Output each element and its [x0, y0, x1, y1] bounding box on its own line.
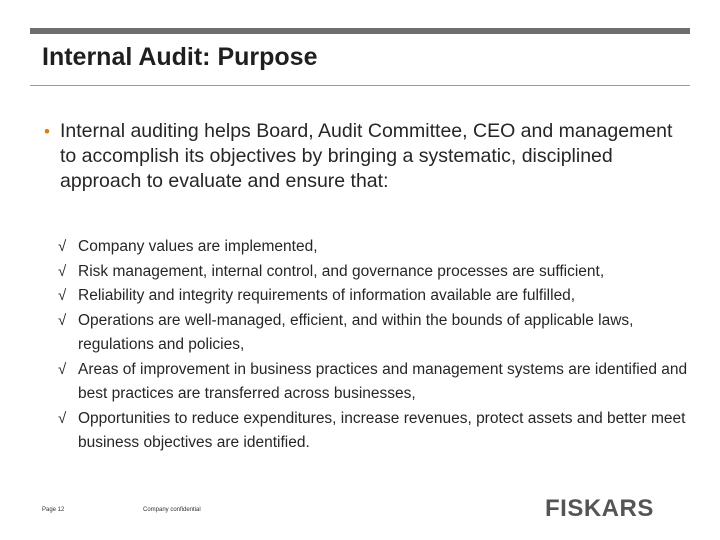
checkmark-icon: √ — [58, 311, 67, 329]
checkmark-icon: √ — [58, 360, 67, 378]
list-item — [58, 260, 708, 285]
page-number: Page 12 — [42, 507, 65, 513]
title-divider — [30, 85, 690, 86]
top-bar — [30, 28, 690, 34]
list-item — [58, 284, 708, 309]
sub-bullet-list — [58, 235, 708, 456]
list-item — [58, 235, 708, 260]
bullet-icon: • — [44, 122, 50, 141]
list-item-text: Risk management, internal control, and governance processes are sufficient, — [78, 262, 605, 280]
checkmark-icon: √ — [58, 409, 67, 427]
checkmark-icon: √ — [58, 262, 67, 280]
checkmark-icon: √ — [58, 287, 67, 304]
list-item — [58, 309, 708, 358]
list-item — [58, 407, 708, 456]
checkmark-icon: √ — [58, 238, 67, 255]
list-item — [58, 358, 708, 407]
main-bullet-text: Internal auditing helps Board, Audit Committee, CEO and management to accomplish its objectives by bringing a systematic, disciplined approach to evaluate and ensure that: — [60, 120, 673, 192]
list-item-text: Opportunities to reduce expenditures, increase revenues, protect assets and better meet business objectives are identified. — [78, 409, 686, 451]
slide-title: Internal Audit: Purpose — [42, 43, 318, 71]
list-item-text: Operations are well-managed, efficient, and within the bounds of applicable laws, regulations and policies, — [78, 311, 634, 353]
list-item-text: Company values are implemented, — [78, 238, 318, 255]
fiskars-logo: FISKARS — [545, 495, 654, 522]
main-bullet — [44, 119, 684, 194]
list-item-text: Reliability and integrity requirements of information available are fulfilled, — [78, 287, 576, 304]
list-item-text: Areas of improvement in business practices and management systems are identified and best practices are transferred across businesses, — [78, 360, 688, 402]
confidential-label: Company confidential — [143, 507, 201, 513]
